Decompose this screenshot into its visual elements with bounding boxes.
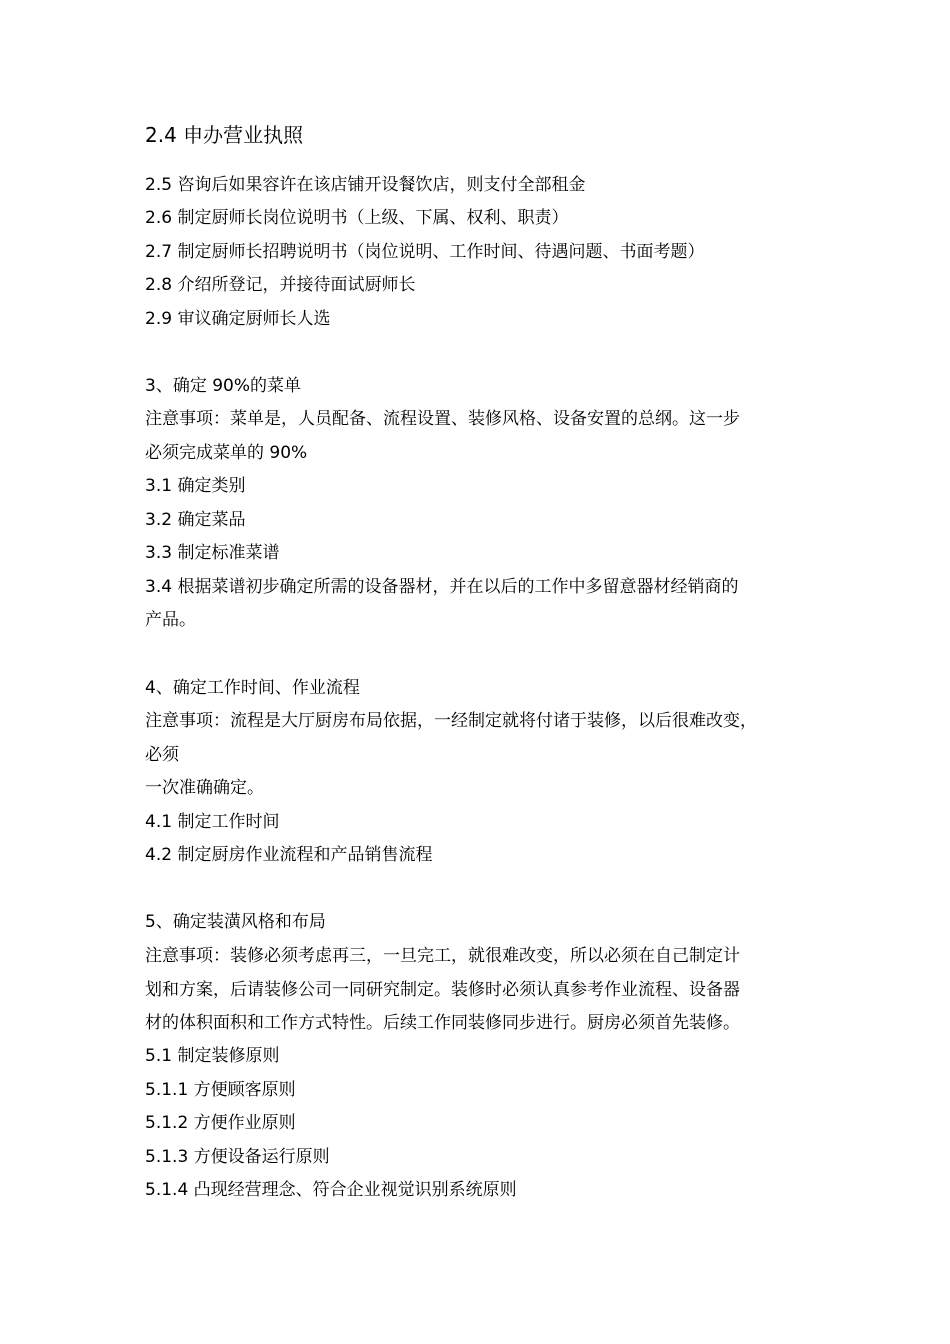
text-line: 5.1.1 方便顾客原则 xyxy=(145,1080,296,1100)
text-line: 必须完成菜单的 90% xyxy=(145,443,308,463)
text-line: 划和方案，后请装修公司一同研究制定。装修时必须认真参考作业流程、设备器 xyxy=(145,980,740,1000)
text-line: 2.7 制定厨师长招聘说明书（岗位说明、工作时间、待遇问题、书面考题） xyxy=(145,242,705,262)
text-line: 注意事项：装修必须考虑再三，一旦完工，就很难改变，所以必须在自己制定计 xyxy=(145,946,740,966)
text-line: 5.1 制定装修原则 xyxy=(145,1046,280,1066)
text-line: 3.1 确定类别 xyxy=(145,476,246,496)
text-line: 4.1 制定工作时间 xyxy=(145,812,280,832)
text-line: 2.6 制定厨师长岗位说明书（上级、下属、权利、职责） xyxy=(145,208,569,228)
text-line: 2.8 介绍所登记，并接待面试厨师长 xyxy=(145,275,416,295)
text-line: 产品。 xyxy=(145,610,196,630)
text-line: 一次准确确定。 xyxy=(145,778,264,798)
section-heading: 3、确定 90%的菜单 xyxy=(145,376,302,396)
text-line: 注意事项：菜单是，人员配备、流程设置、装修风格、设备安置的总纲。这一步 xyxy=(145,409,740,429)
text-line: 3.2 确定菜品 xyxy=(145,510,246,530)
text-line: 2.9 审议确定厨师长人选 xyxy=(145,309,331,329)
text-line: 5.1.2 方便作业原则 xyxy=(145,1113,296,1133)
text-line: 4.2 制定厨房作业流程和产品销售流程 xyxy=(145,845,433,865)
text-line: 必须 xyxy=(145,745,179,765)
text-line: 3.4 根据菜谱初步确定所需的设备器材，并在以后的工作中多留意器材经销商的 xyxy=(145,577,739,597)
section-heading: 5、确定装潢风格和布局 xyxy=(145,912,326,932)
text-line: 2.5 咨询后如果容许在该店铺开设餐饮店，则支付全部租金 xyxy=(145,175,586,195)
text-line: 材的体积面积和工作方式特性。后续工作同装修同步进行。厨房必须首先装修。 xyxy=(145,1013,740,1033)
text-line: 注意事项：流程是大厅厨房布局依据，一经制定就将付诸于装修，以后很难改变， xyxy=(145,711,757,731)
text-line: 3.3 制定标准菜谱 xyxy=(145,543,280,563)
section-heading: 4、确定工作时间、作业流程 xyxy=(145,678,360,698)
text-line: 5.1.4 凸现经营理念、符合企业视觉识别系统原则 xyxy=(145,1180,517,1200)
text-line: 5.1.3 方便设备运行原则 xyxy=(145,1147,330,1167)
section-heading: 2.4 申办营业执照 xyxy=(145,123,304,147)
